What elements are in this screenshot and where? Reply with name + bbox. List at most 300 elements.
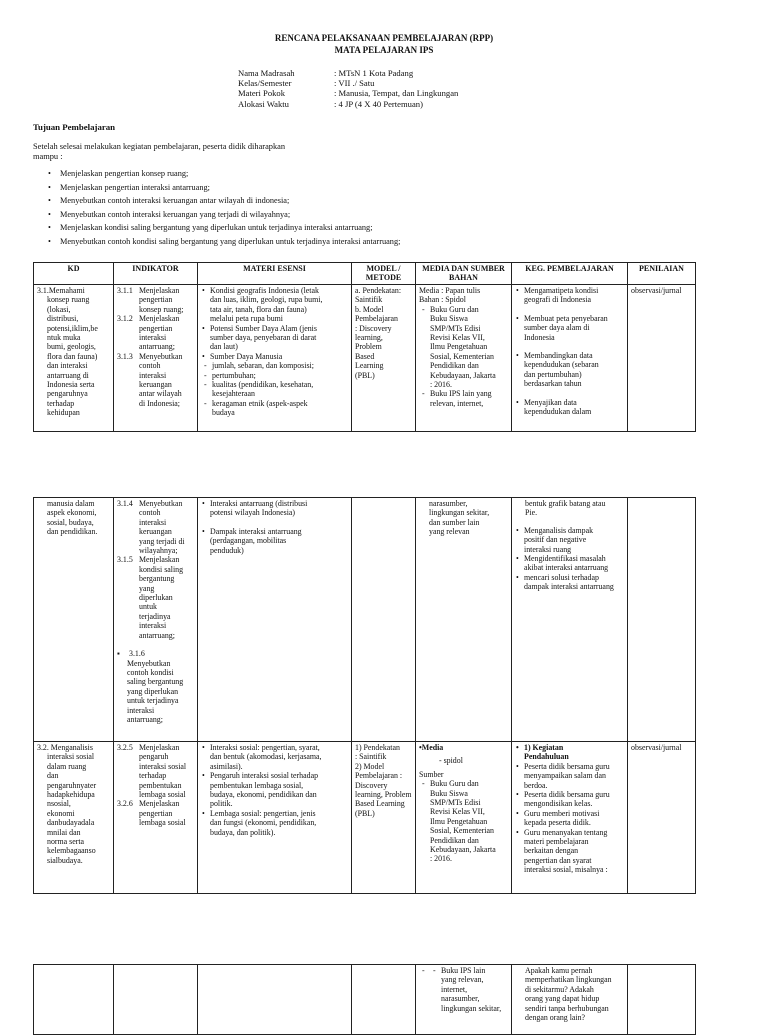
- info-label: Nama Madrasah: [238, 68, 295, 78]
- dash-item: [201, 361, 348, 370]
- text-line: lingkungan sekitar,: [429, 508, 490, 518]
- text-line: lingkungan sekitar,: [441, 1003, 502, 1013]
- media-item: [419, 305, 508, 390]
- bullet-item: [201, 809, 348, 837]
- media-cell: [416, 285, 512, 432]
- text-line: (PBL): [355, 370, 375, 380]
- objective-item: • Menjelaskan pengertian konsep ruang;: [44, 167, 400, 181]
- text-line: • Pengaruh interaksi sosial terhadap: [210, 771, 319, 781]
- text-line: - kualitas (pendidikan, kesehatan,: [212, 380, 314, 390]
- indicator-number: [117, 649, 194, 658]
- media-item: [419, 779, 508, 864]
- materi-cell: [198, 742, 352, 894]
- text-line: memperhatikan lingkungan: [525, 975, 612, 985]
- text-line: Kebudayaan, Jakarta: [430, 845, 496, 855]
- text-line: (perdagangan, mobilitas: [210, 536, 287, 546]
- media-cell: [416, 498, 512, 742]
- text-line: 2) Model: [355, 761, 385, 771]
- dash-item: [201, 399, 348, 418]
- text-line: asimilasi).: [210, 761, 243, 771]
- text-line: Based Learning: [355, 799, 405, 809]
- media-line: Bahan : Spidol: [419, 295, 466, 305]
- text-line: Revisi Kelas VII,: [430, 807, 485, 817]
- indicator-text: [139, 314, 179, 352]
- text-line: budaya, ekonomi, pendidikan dan: [210, 790, 317, 800]
- media-cell: [416, 965, 512, 1035]
- kegiatan-cell: [512, 965, 628, 1035]
- text-line: Menyebutkan: [139, 499, 183, 508]
- text-line: keruangan: [139, 380, 172, 390]
- bullet-item: [515, 554, 624, 573]
- text-line: Pendidikan dan: [430, 835, 479, 845]
- text-line: 3.1.Memahami: [37, 286, 85, 295]
- text-line: Pie.: [525, 508, 538, 518]
- text-line: materi pembelajaran: [524, 837, 589, 847]
- text-line: interaksi sosial: [47, 752, 95, 762]
- text-line: SMP/MTs Edisi: [430, 798, 481, 808]
- bullet-item: [515, 809, 624, 828]
- text-line: Sosial, Kementerian: [430, 351, 494, 361]
- text-line: untuk: [139, 602, 157, 612]
- text-line: antar wilayah: [139, 389, 182, 399]
- text-line: potensi,iklim,be: [47, 323, 98, 333]
- text-line: dan luas, iklim, geologi, rupa bumi,: [210, 295, 323, 305]
- text-line: • 1) Kegiatan: [524, 743, 564, 752]
- text-line: keruangan: [139, 527, 172, 537]
- penilaian-cell: observasi/jurnal: [628, 742, 696, 894]
- text-line: pengertian dan syarat: [524, 855, 592, 865]
- text-line: • Peserta didik bersama guru: [524, 761, 610, 771]
- indicator-text: [139, 799, 186, 827]
- text-line: pengertian: [139, 295, 173, 305]
- objectives-list: [44, 167, 400, 249]
- text-line: Buku Siswa: [430, 314, 468, 324]
- text-line: interaksi ruang: [524, 544, 572, 554]
- objective-item: • Menyebutkan contoh interaksi keruangan antar wilayah di indonesia;: [44, 194, 400, 208]
- table-row: [34, 498, 696, 742]
- intro-line: Setelah selesai melakukan kegiatan pembelajaran, peserta didik diharapkan: [33, 142, 286, 151]
- text-line: • Lembaga sosial: pengertian, jenis: [210, 808, 316, 818]
- text-line: antarruang;: [127, 714, 163, 724]
- text-line: • Menganalisis dampak: [524, 525, 594, 535]
- text-line: pengertian: [139, 323, 173, 333]
- indicator-number: 3.1.5: [117, 555, 133, 565]
- text-line: di sekitarmu? Adakah: [525, 984, 594, 994]
- table-header-row: [34, 263, 696, 285]
- model-cell: [352, 742, 416, 894]
- indicator-cell: [114, 498, 198, 742]
- bullet-item: [515, 286, 624, 305]
- info-value: : MTsN 1 Kota Padang: [334, 68, 414, 78]
- text-line: b. Model: [355, 304, 384, 314]
- section-heading: Tujuan Pembelajaran: [33, 122, 116, 132]
- bullet-item: [515, 573, 624, 592]
- text-line: dalam ruang: [47, 761, 87, 771]
- text-line: Menyebutkan: [139, 351, 183, 361]
- text-line: learning, Problem: [355, 790, 412, 800]
- text-line: sumber daya alam di: [524, 323, 590, 333]
- bullet-item: [515, 314, 624, 342]
- text-line: • Menyajikan data: [524, 397, 577, 407]
- text-line: Menyebutkan: [127, 658, 171, 668]
- indicator-number: 3.1.4: [117, 499, 133, 508]
- intro-line: mampu :: [33, 152, 63, 162]
- text-line: - keragaman etnik (aspek-aspek: [212, 398, 308, 408]
- text-line: lembaga sosial: [139, 818, 186, 828]
- info-value: : VII ./ Satu: [334, 78, 375, 89]
- media-line: Media : Papan tulis: [419, 286, 481, 295]
- text-line: ekonomi: [47, 808, 75, 818]
- text-line: Menjelaskan: [139, 799, 180, 809]
- text-line: berkaitan dengan: [524, 846, 579, 856]
- table-row: [34, 285, 696, 432]
- text-line: tata air, tanah, flora dan fauna): [210, 304, 307, 314]
- text-line: - Buku Guru dan: [430, 779, 479, 789]
- indicator-cell: [114, 285, 198, 432]
- text-line: - Buku Guru dan: [430, 304, 479, 314]
- text-line: lembaga sosial: [139, 790, 186, 800]
- penilaian-cell: observasi/jurnal: [628, 285, 696, 432]
- info-label: Materi Pokok: [238, 88, 286, 99]
- text-line: kesejahteraan: [212, 389, 255, 399]
- text-line: pengertian: [139, 808, 173, 818]
- kd-cell: [34, 742, 114, 894]
- text-line: budaya, dan politik).: [210, 827, 276, 837]
- text-line: interaksi: [139, 333, 167, 343]
- text-line: Ilmu Pengetahuan: [430, 816, 488, 826]
- text-line: konsep ruang;: [139, 304, 184, 314]
- media-line: Sumber: [419, 769, 444, 779]
- text-line: yang terjadi di: [139, 536, 185, 546]
- text-line: • Guru memberi motivasi: [524, 808, 600, 818]
- text-line: dan: [47, 771, 59, 781]
- text-line: distribusi,: [47, 314, 79, 324]
- text-line: internet,: [441, 984, 468, 994]
- text-line: pengaruhnyater: [47, 780, 97, 790]
- bullet-item: [201, 743, 348, 771]
- text-line: kependudukan dalam: [524, 407, 592, 417]
- text-line: - - Buku IPS lain: [441, 966, 486, 975]
- text-line: interaksi: [127, 705, 155, 715]
- text-line: diperlukan: [139, 593, 173, 603]
- rpp-table-part-3: [33, 964, 696, 1035]
- dash-item: [201, 371, 348, 380]
- text-line: Revisi Kelas VII,: [430, 333, 485, 343]
- indicator-number: 3.1.1: [117, 286, 133, 295]
- media-line: - spidol: [439, 756, 463, 766]
- text-line: yang relevan: [429, 527, 470, 537]
- doc-title: RENCANA PELAKSANAAN PEMBELAJARAN (RPP): [274, 33, 494, 43]
- text-line: • mencari solusi terhadap: [524, 572, 599, 582]
- bullet-item: [515, 828, 624, 875]
- text-line: 3.2. Menganalisis: [37, 743, 93, 752]
- text-line: kondisi saling: [139, 564, 184, 574]
- square-bullet-icon: ▪: [117, 649, 120, 659]
- text-line: pembentukan lembaga sosial,: [210, 780, 304, 790]
- media-line: •Media: [419, 743, 444, 752]
- text-line: • Mengidentifikasi masalah: [524, 554, 606, 564]
- text-line: : 2016.: [430, 380, 452, 390]
- indicator-text: [139, 286, 184, 314]
- text-line: Pendidikan dan: [430, 361, 479, 371]
- text-line: Sosial, Kementerian: [430, 826, 494, 836]
- text-line: a. Pendekatan:: [355, 286, 402, 295]
- text-line: (PBL): [355, 808, 375, 818]
- text-line: terjadinya: [139, 611, 171, 621]
- kegiatan-cell: [512, 742, 628, 894]
- kegiatan-heading: [515, 743, 624, 762]
- objective-item: • Menjelaskan pengertian interaksi antarruang;: [44, 181, 400, 195]
- text-line: pengaruhnya: [47, 389, 88, 399]
- text-line: Buku Siswa: [430, 788, 468, 798]
- text-line: flora dan fauna): [47, 351, 98, 361]
- text-line: pembentukan: [139, 780, 182, 790]
- bullet-item: [515, 762, 624, 790]
- kd-cell: [34, 965, 114, 1035]
- dash-item: [201, 380, 348, 399]
- model-cell: [352, 498, 416, 742]
- indicator-cell: [114, 965, 198, 1035]
- text-line: untuk terjadinya: [127, 696, 179, 706]
- text-line: menyampaikan salam dan: [524, 771, 606, 781]
- model-cell: [352, 965, 416, 1035]
- table-row: [34, 965, 696, 1035]
- text-line: - pertumbuhan;: [212, 370, 256, 380]
- text-line: terhadap: [139, 771, 167, 781]
- text-line: • Sumber Daya Manusia: [210, 351, 283, 361]
- text-line: sosial, budaya,: [47, 517, 94, 527]
- text-line: SMP/MTs Edisi: [430, 323, 481, 333]
- text-line: • Kondisi geografis Indonesia (letak: [210, 286, 319, 295]
- text-line: di Indonesia;: [139, 398, 180, 408]
- col-header: INDIKATOR: [114, 263, 198, 285]
- table-row: [34, 742, 696, 894]
- materi-item: [201, 324, 348, 352]
- text-line: melalui peta rupa bumi: [210, 314, 283, 324]
- objective-item: • Menyebutkan contoh interaksi keruangan yang terjadi di wilayahnya;: [44, 208, 400, 222]
- col-header: KEG. PEMBELAJARAN: [512, 263, 628, 285]
- text-line: • Dampak interaksi antarruang: [210, 526, 302, 536]
- col-header: PENILAIAN: [628, 263, 696, 285]
- objective-item: • Menyebutkan contoh kondisi saling bergantung yang diperlukan untuk terjadinya interaksi antarruang;: [44, 235, 400, 249]
- text-line: terhadap: [47, 398, 75, 408]
- text-line: kepada peserta didik.: [524, 818, 591, 828]
- text-line: Learning: [355, 361, 384, 371]
- text-line: berdasarkan tahun: [524, 379, 582, 389]
- text-line: • Interaksi antarruang (distribusi: [210, 499, 308, 508]
- text-line: konsep ruang: [47, 295, 90, 305]
- text-line: interaksi: [139, 621, 167, 631]
- indicator-text: [139, 499, 185, 555]
- indicator-item: [117, 314, 194, 352]
- text-line: antarruang;: [139, 630, 175, 640]
- info-label: Alokasi Waktu: [238, 98, 289, 109]
- text-line: : Discovery: [355, 323, 392, 333]
- text-line: Saintifik: [355, 295, 383, 305]
- text-line: kehidupan: [47, 408, 80, 418]
- indicator-item: [117, 499, 194, 555]
- bullet-item: [201, 527, 348, 555]
- text-line: 1) Pendekatan: [355, 743, 400, 752]
- text-line: interaksi sosial: [139, 761, 187, 771]
- indicator-text: [139, 743, 186, 799]
- text-line: • Interaksi sosial: pengertian, syarat,: [210, 743, 320, 752]
- text-line: • Potensi Sumber Daya Alam (jenis: [210, 323, 317, 333]
- info-label: Kelas/Semester: [238, 78, 292, 89]
- materi-cell: [198, 285, 352, 432]
- indicator-item: [117, 743, 194, 799]
- text-line: orang yang dapat hidup: [525, 994, 600, 1004]
- text-line: Discovery: [355, 780, 388, 790]
- rpp-table-part-1: [33, 262, 696, 432]
- text-line: pengaruh: [139, 752, 169, 762]
- text-line: - jumlah, sebaran, dan komposisi;: [212, 361, 314, 371]
- text-line: Menjelaskan: [139, 555, 180, 565]
- text-line: Problem: [355, 342, 382, 352]
- col-header: MATERI ESENSI: [198, 263, 352, 285]
- bullet-item: [201, 499, 348, 518]
- text-line: kependudukan (sebaran: [524, 360, 599, 370]
- bullet-item: [515, 398, 624, 417]
- text-line: • Membandingkan data: [524, 351, 593, 361]
- text-line: • Membuat peta penyebaran: [524, 313, 608, 323]
- indicator-text: [139, 352, 182, 408]
- text-line: Indonesia serta: [47, 380, 95, 390]
- text-line: akibat interaksi antarruang: [524, 563, 609, 573]
- text-line: sendiri tanpa berhubungan: [525, 1003, 609, 1013]
- text-line: contoh kondisi: [127, 667, 174, 677]
- intro-text: [33, 142, 333, 163]
- indicator-number: 3.2.6: [117, 799, 133, 809]
- text-line: hadapkehidupa: [47, 790, 95, 800]
- kegiatan-cell: [512, 285, 628, 432]
- text-line: • Mengamatipeta kondisi: [524, 286, 599, 295]
- rpp-table-part-2: [33, 497, 696, 894]
- text-line: yang diperlukan: [127, 686, 179, 696]
- text-line: : 2016.: [430, 854, 452, 864]
- model-cell: [352, 285, 416, 432]
- text-line: potensi wilayah Indonesia): [210, 508, 296, 518]
- text-line: danbudayadala: [47, 818, 95, 828]
- indicator-item: [117, 352, 194, 408]
- text-line: narasumber,: [441, 994, 480, 1004]
- bullet-item: [515, 526, 624, 554]
- text-line: contoh: [139, 361, 161, 371]
- text-line: sumber daya, penyebaran di darat: [210, 333, 317, 343]
- text-line: narasumber,: [429, 499, 468, 508]
- text-line: relevan, internet,: [430, 398, 484, 408]
- text-line: dan pendidikan.: [47, 527, 98, 537]
- materi-cell: [198, 498, 352, 742]
- text-line: antarruang;: [139, 342, 175, 352]
- doc-subtitle: MATA PELAJARAN IPS: [334, 45, 434, 55]
- text-line: bergantung: [139, 574, 175, 584]
- text-line: antarruang di: [47, 370, 89, 380]
- text-line: sialbudaya.: [47, 855, 83, 865]
- text-line: dan sumber lain: [429, 517, 480, 527]
- text-line: wilayahnya;: [139, 546, 178, 556]
- text-line: • Guru menanyakan tentang: [524, 827, 608, 837]
- text-line: Menjelaskan: [139, 314, 180, 324]
- text-line: interaksi sosial, misalnya :: [524, 865, 608, 875]
- text-line: bumi, geologis,: [47, 342, 96, 352]
- text-line: bentuk grafik batang atau: [525, 499, 606, 508]
- objective-item: • Menjelaskan kondisi saling bergantung yang diperlukan untuk terjadinya interaksi antarruang;: [44, 221, 400, 235]
- text-line: dan fungsi (ekonomi, pendidikan,: [210, 818, 317, 828]
- text-line: : Saintifik: [355, 752, 387, 762]
- indicator-number: 3.1.2: [117, 314, 133, 324]
- text-line: dan interaksi: [47, 361, 88, 371]
- text-line: nsosial,: [47, 799, 71, 809]
- text-line: Menjelaskan: [139, 286, 180, 295]
- bullet-item: [515, 351, 624, 389]
- text-line: Based: [355, 351, 375, 361]
- text-line: kelembagaanso: [47, 846, 96, 856]
- kd-cell: [34, 285, 114, 432]
- materi-item: [201, 286, 348, 324]
- text-line: Pendahuluan: [524, 752, 569, 762]
- info-value: : Manusia, Tempat, dan Lingkungan: [334, 88, 459, 99]
- text-line: norma serta: [47, 837, 85, 847]
- materi-item: [201, 352, 348, 361]
- text-line: Pembelajaran :: [355, 771, 403, 781]
- bullet-item: [201, 771, 348, 809]
- text-line: dengan orang lain?: [525, 1013, 586, 1023]
- text-line: interaksi: [139, 370, 167, 380]
- text-line: penduduk): [210, 545, 244, 555]
- indicator-item: [117, 555, 194, 640]
- text-line: Menjelaskan: [139, 743, 180, 752]
- text-line: saling bergantung: [127, 677, 184, 687]
- info-block: [238, 68, 458, 109]
- text-line: interaksi: [139, 517, 167, 527]
- text-line: - Buku IPS lain yang: [430, 389, 492, 399]
- indicator-cell: [114, 742, 198, 894]
- media-item: [430, 966, 508, 1013]
- indicator-item: [117, 799, 194, 827]
- indicator-text: [139, 555, 183, 640]
- media-cell: [416, 742, 512, 894]
- text-line: mengondisikan kelas.: [524, 799, 593, 809]
- text-line: Pembelajaran: [355, 314, 398, 324]
- indicator-item: [117, 286, 194, 314]
- indicator-number: 3.2.5: [117, 743, 133, 752]
- kegiatan-cell: [512, 498, 628, 742]
- text-line: Ilmu Pengetahuan: [430, 342, 488, 352]
- text-line: ntuk muka: [47, 333, 81, 343]
- text-line: budaya: [212, 408, 235, 418]
- text-line: mnilai dan: [47, 827, 81, 837]
- info-value: : 4 JP (4 X 40 Pertemuan): [334, 98, 423, 109]
- text-line: yang relevan,: [441, 975, 484, 985]
- text-line: geografi di Indonesia: [524, 295, 592, 305]
- text-line: dan laut): [210, 342, 238, 352]
- text-line: dan pertumbuhan): [524, 369, 582, 379]
- media-item: [419, 389, 508, 408]
- text-line: (lokasi,: [47, 304, 71, 314]
- indicator-number: 3.1.3: [117, 351, 133, 361]
- text-line: politik.: [210, 799, 233, 809]
- penilaian-cell: [628, 498, 696, 742]
- indicator-number-text: 3.1.6: [129, 649, 145, 659]
- kd-cell: [34, 498, 114, 742]
- text-line: • Peserta didik bersama guru: [524, 790, 610, 800]
- text-line: Apakah kamu pernah: [525, 966, 593, 975]
- text-line: dan bentuk (akomodasi, kerjasama,: [210, 752, 322, 762]
- penilaian-cell: [628, 965, 696, 1035]
- text-line: dampak interaksi antarruang: [524, 582, 614, 592]
- indicator-item: [117, 649, 194, 724]
